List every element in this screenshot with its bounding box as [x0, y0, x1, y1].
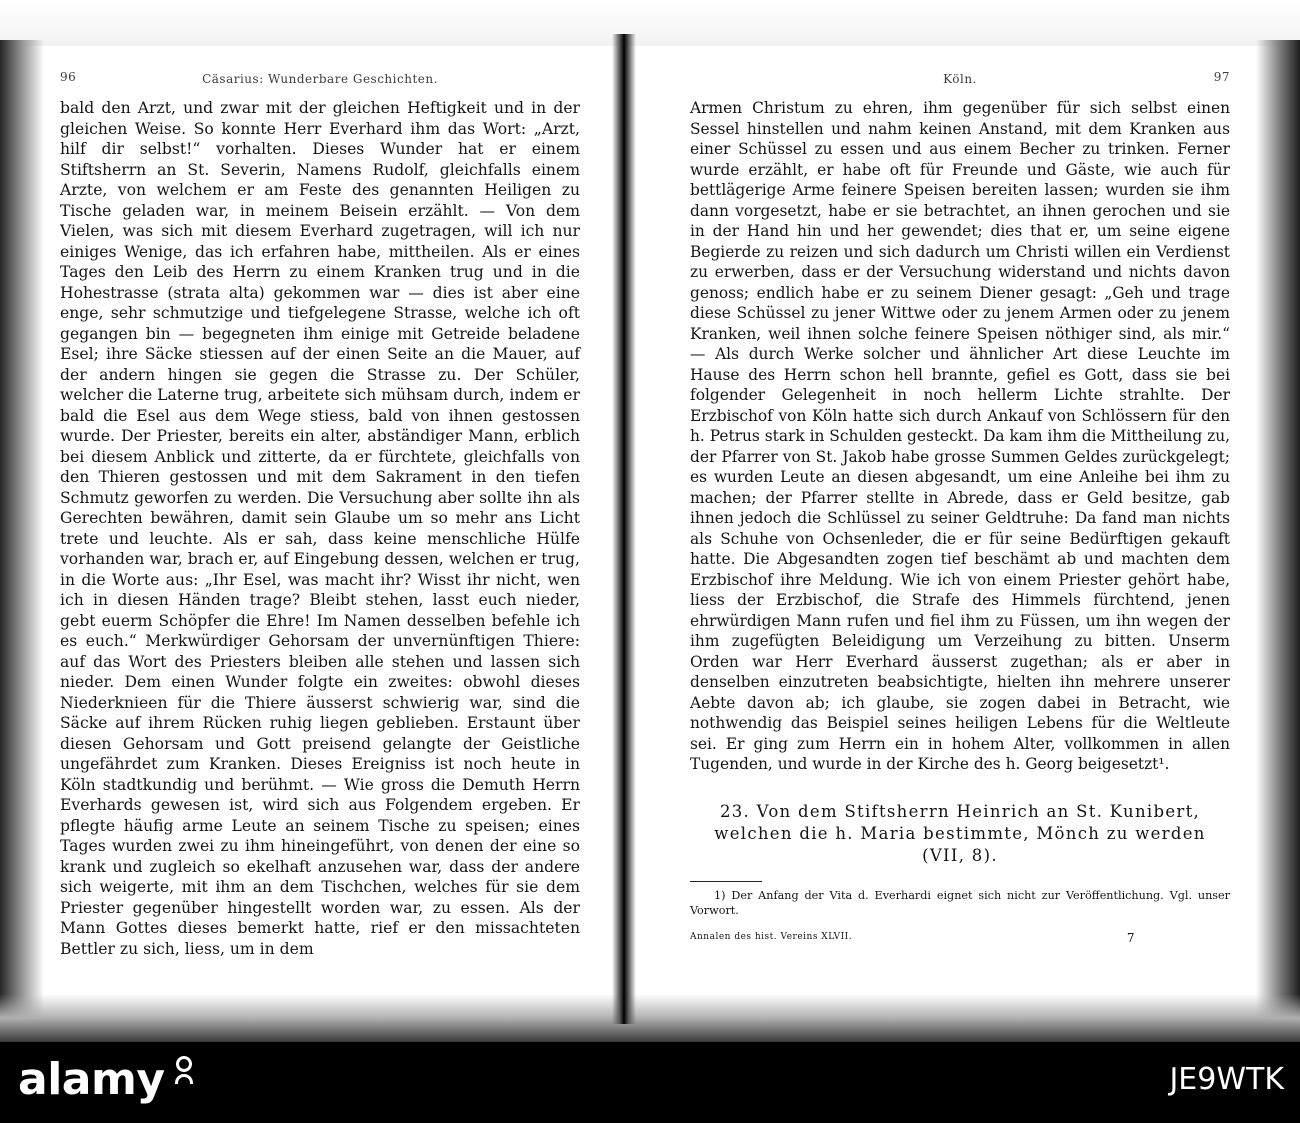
right-page-text: Armen Christum zu ehren, ihm gegenüber für sich selbst einen Sessel hinstellen und nahm keinen Anstand, mit dem Kranken aus einer Schüssel zu essen und aus einem Becher zu trinken. Ferner wurde erzählt, er habe oft für Freunde und Gäste, wie auch für bettlägerige Arme feinere Speisen bereiten lassen; wurden sie ihm dann vorgesetzt, habe er sie betrachtet, an ihnen gerochen und sie in der Hand hin und her gewendet; dies that er, um seine eigene Begierde zu reizen und sich dadurch um Christi willen ein Verdienst zu erwerben, dass er der Versuchung widerstand und nichts davon genoss; endlich habe er zu seinem Diener gesagt: „Geh und trage diese Schüssel zu jener Wittwe oder zu jenem Armen oder zu jenem Kranken, weil ihnen solche feinere Speisen nöthiger sind, als mir.“ — Als durch Werke solcher und ähnlicher Art diese Leuchte im Hause des Herrn schon hell brannte, gefiel es Gott, dass sie bei folgender Gelegenheit in noch hellerm Lichte strahlte. Der Erzbischof von Köln hatte sich durch Ankauf von Schlössern für den h. Petrus stark in Schulden gesteckt. Da kam ihm die Mittheilung zu, der Pfarrer von St. Jakob habe grosse Summen Geldes zurückgelegt; es wurden Leute an diesen abgesandt, um eine Anleihe bei ihm zu machen; der Pfarrer stellte in Abrede, dass er Geld besitze, gab ihnen jedoch die Schlüssel zu seiner Geldtruhe: Da fand man nichts als Schuhe von Ochsenleder, die er für seine Bedürftigen gekauft hatte. Die Abgesandten zogen tief beschämt ab und machten dem Erzbischof ihre Meldung. Wie ich von einem Priester gehört habe, liess der Erzbischof, die Strafe des Himmels fürchtend, jenen ehrwürdigen Mann rufen und fiel ihm zu Füssen, um ihn wegen der ihm zugefügten Beleidigung um Verzeihung zu bitten. Unserm Orden war Herr Everhard äusserst zugethan; als er aber in denselben einzutreten beabsichtigte, hielten ihn mehrere unserer Aebte davon ab; ich glaube, sie zogen dabei in Betracht, wie nothwendig das Beispiel seines heiligen Lebens für die Weltleute sei. Er ging zum Herrn ein in hohem Alter, vollkommen in allen Tugenden, und wurde in der Kirche des h. Georg beigesetzt¹. — [690, 99, 1230, 773]
footnote: 1) Der Anfang der Vita d. Everhardi eignet sich nicht zur Veröffentlichung. Vgl. unser Vorwort. — [690, 888, 1230, 917]
right-page-header — [690, 70, 1230, 92]
image-id: JE9WTK — [1169, 1062, 1284, 1097]
watermark-banner — [0, 1042, 1300, 1123]
right-page-body — [690, 98, 1230, 948]
alamy-logo — [18, 1051, 199, 1109]
section-heading — [690, 801, 1230, 867]
left-page-number: 96 — [60, 70, 77, 84]
left-page-text: bald den Arzt, und zwar mit der gleichen Heftigkeit und in der gleichen Weise. So konnte Herr Everhard ihm das Wort: „Arzt, hilf dir selbst!“ vorhalten. Dieses Wunder hat er einem Stiftsherrn an St. Severin, Namens Rudolf, gleichfalls einem Arzte, von welchem er am Feste des genannten Heiligen zu Tische geladen war, in meinem Beisein erzählt. — Von dem Vielen, was sich mit diesem Everhard zugetragen, will ich nur einiges Wenige, das ich erfahren habe, mittheilen. Als er eines Tages den Leib des Herrn zu einem Kranken trug und in die Hohestrasse (strata alta) gekommen war — dies ist aber eine enge, sehr schmutzige und tiefgelegene Strasse, welche ich oft gegangen bin — begegneten ihm einige mit Getreide beladene Esel; ihre Säcke stiessen auf der einen Seite an die Mauer, auf der andern hingen sie gegen die Strasse zu. Der Schüler, welcher die Laterne trug, arbeitete sich mühsam durch, indem er bald die Esel aus dem Wege stiess, bald von ihnen gestossen wurde. Der Priester, bereits ein alter, abständiger Mann, erblich bei diesem Anblick und zitterte, da er fürchtete, gleichfalls von den Thieren gestossen und mit dem Sakrament in den tiefen Schmutz geworfen zu werden. Die Versuchung aber sollte ihn als Gerechten bewähren, damit sein Glaube um so mehr ans Licht trete und leuchte. Als er sah, dass keine menschliche Hülfe vorhanden war, brach er, auf Eingebung dessen, welchen er trug, in die Worte aus: „Ihr Esel, was macht ihr? Wisst ihr nicht, wen ich in diesen Händen trage? Bleibt stehen, lasst euch nieder, gebt euerm Schöpfer die Ehre! Im Namen desselben befehle ich es euch.“ Merkwürdiger Gehorsam der unvernünftigen Thiere: auf das Wort des Priesters bleiben alle stehen und lassen sich nieder. Dem einen Wunder folgte ein zweites: obwohl dieses Niederknieen für die Thiere äusserst schwierig war, sind die Säcke auf ihrem Rücken ruhig liegen geblieben. Erstaunt über diesen Gehorsam und Gott preisend gelangte der Geistliche ungefährdet zum Kranken. Dieses Ereigniss ist noch heute in Köln stadtkundig und berühmt. — Wie gross die Demuth Herrn Everhards gewesen ist, wird sich aus Folgendem ergeben. Er pflegte häufig arme Leute an seinem Tische zu speisen; eines Tages wurden zwei zu ihm hineingeführt, von denen der eine so krank und zugleich so ekelhaft anzusehen war, dass der andere sich weigerte, mit ihm an dem Tischchen, welches für sie dem Priester gegenüber hingestellt worden war, zu essen. Als der Mann Gottes dieses bemerkt hatte, rief er den missachteten Bettler zu sich, liess, um in dem — [60, 99, 580, 958]
section-heading-line-1: 23. Von dem Stiftsherrn Heinrich an St. Kunibert, — [719, 801, 1201, 821]
left-running-title: Cäsarius: Wunderbare Geschichten. — [202, 72, 438, 86]
right-running-title: Köln. — [943, 72, 977, 86]
right-edge-shadow — [1256, 40, 1300, 1040]
right-page-number: 97 — [1213, 70, 1230, 84]
signature-sheet-number: 7 — [1126, 930, 1135, 945]
signature-series: Annalen des hist. Vereins XLVII. — [690, 931, 853, 942]
signature-line — [690, 932, 1230, 948]
alamy-wordmark: alamy — [18, 1054, 165, 1105]
footnote-rule — [690, 881, 762, 882]
right-page — [690, 70, 1230, 948]
left-page — [60, 70, 580, 959]
person-icon — [169, 1056, 199, 1086]
section-heading-line-2: welchen die h. Maria bestimmte, Mönch zu werden (VII, 8). — [714, 823, 1206, 865]
book-gutter — [612, 34, 636, 1024]
left-page-header — [60, 70, 580, 92]
left-edge-shadow — [0, 40, 44, 1040]
bottom-edge-shadow — [0, 994, 1300, 1042]
top-edge — [0, 0, 1300, 46]
left-page-body — [60, 98, 580, 959]
